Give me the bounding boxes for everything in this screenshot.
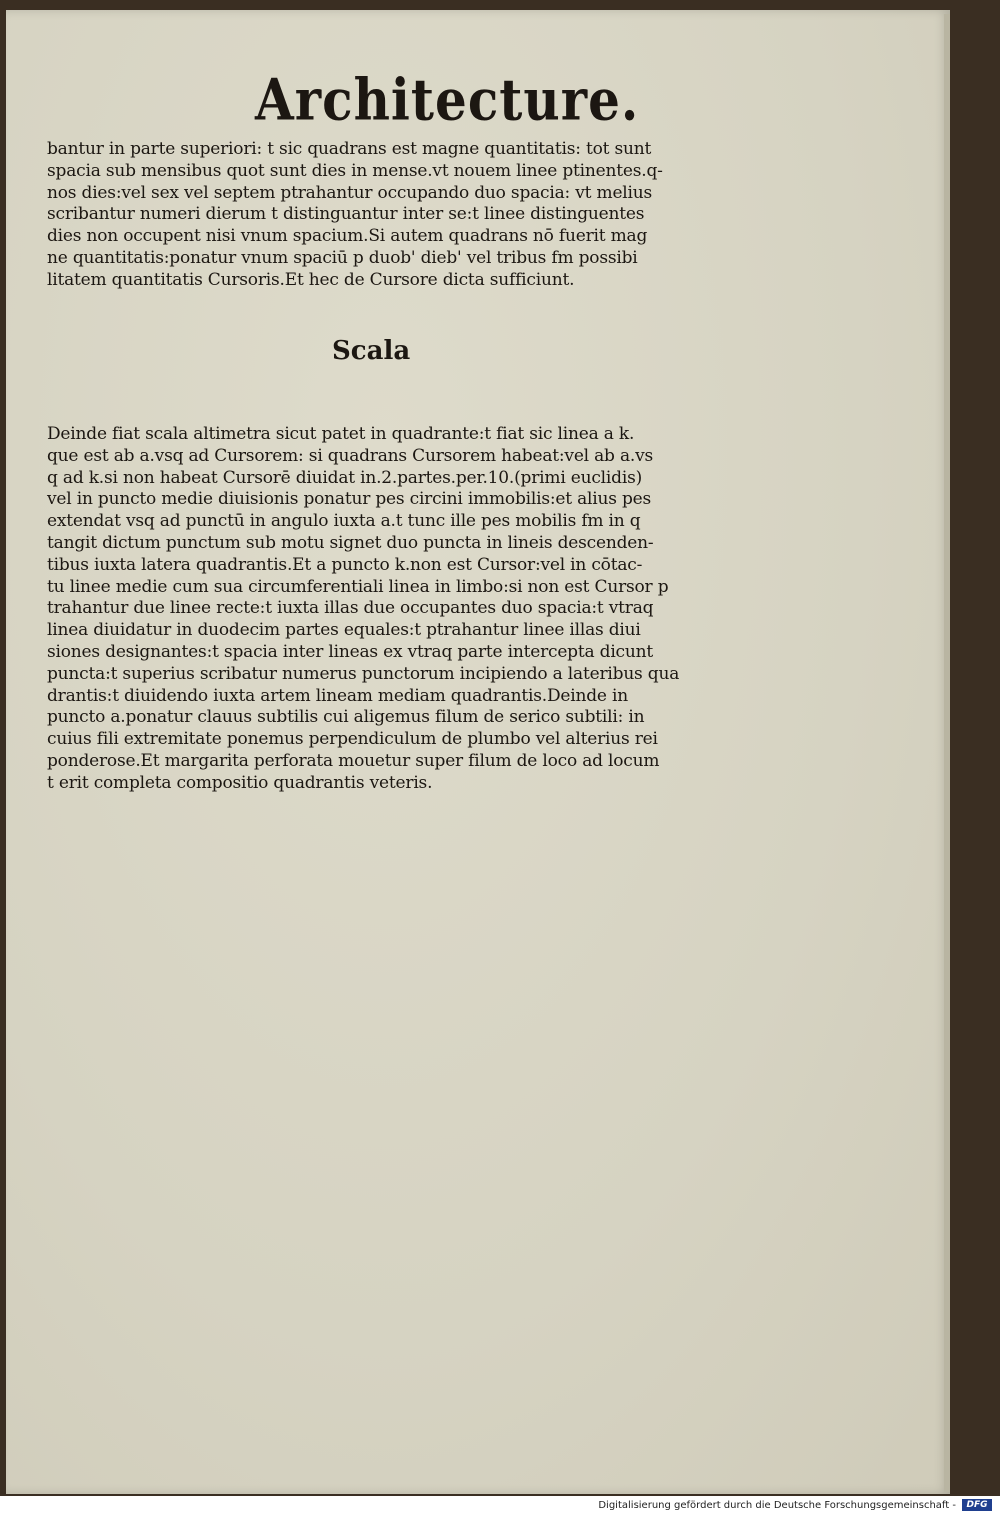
text-line: bantur in parte superiori: t sic quadrans est magne quantitatis: tot sunt xyxy=(47,139,652,159)
text-line: spacia sub mensibus quot sunt dies in mense.vt nouem linee ptinentes.q- xyxy=(47,160,663,181)
text-line: ne quantitatis:ponatur vnum spaciū p duob' dieb' vel tribus fm possibi xyxy=(47,247,638,268)
text-line: que est ab a.vsq ad Cursorem: si quadrans Cursorem habeat:vel ab a.vs xyxy=(47,445,654,466)
dfg-logo: DFG xyxy=(962,1499,992,1511)
funding-credit: Digitalisierung gefördert durch die Deutsche Forschungsgemeinschaft - xyxy=(598,1500,956,1511)
text-line: linea diuidatur in duodecim partes equales:t ptrahantur linee illas diui xyxy=(47,620,641,641)
text-line: trahantur due linee recte:t iuxta illas due occupantes duo spacia:t vtraq xyxy=(47,598,654,619)
paragraph-1 xyxy=(47,139,707,292)
text-line: tangit dictum punctum sub motu signet duo puncta in lineis descenden- xyxy=(47,532,654,553)
text-line: cuius fili extremitate ponemus perpendiculum de plumbo vel alterius rei xyxy=(47,729,658,750)
text-line: tibus iuxta latera quadrantis.Et a puncto k.non est Cursor:vel in cōtac- xyxy=(47,554,643,575)
text-line: tu linee medie cum sua circumferentiali linea in limbo:si non est Cursor p xyxy=(47,576,669,597)
text-line: puncto a.ponatur clauus subtilis cui aligemus filum de serico subtili: in xyxy=(47,707,645,728)
text-line: drantis:t diuidendo iuxta artem lineam mediam quadrantis.Deinde in xyxy=(47,685,628,706)
text-line: litatem quantitatis Cursoris.Et hec de Cursore dicta sufficiunt. xyxy=(47,269,575,290)
section-title: Scala xyxy=(332,336,411,366)
text-line: vel in puncto medie diuisionis ponatur pes circini immobilis:et alius pes xyxy=(47,489,652,510)
text-line: puncta:t superius scribatur numerus punctorum incipiendo a lateribus qua xyxy=(47,663,680,684)
text-line: siones designantes:t spacia inter lineas ex vtraq parte intercepta dicunt xyxy=(47,641,654,662)
text-line: Deinde fiat scala altimetra sicut patet in quadrante:t fiat sic linea a k. xyxy=(47,424,635,444)
text-line: dies non occupent nisi vnum spacium.Si autem quadrans nō fuerit mag xyxy=(47,226,648,247)
text-line: scribantur numeri dierum t distinguantur inter se:t linee distinguentes xyxy=(47,204,645,225)
text-line: ponderose.Et margarita perforata mouetur super filum de loco ad locum xyxy=(47,750,660,771)
page-header-title: Architecture. xyxy=(255,65,640,134)
page-edge xyxy=(944,14,950,1492)
text-line: q ad k.si non habeat Cursorē diuidat in.2.partes.per.10.(primi euclidis) xyxy=(47,467,643,488)
text-line: t erit completa compositio quadrantis veteris. xyxy=(47,772,433,793)
paragraph-2 xyxy=(47,424,697,795)
text-line: nos dies:vel sex vel septem ptrahantur occupando duo spacia: vt melius xyxy=(47,182,653,203)
text-line: extendat vsq ad punctū in angulo iuxta a.t tunc ille pes mobilis fm in q xyxy=(47,511,641,532)
